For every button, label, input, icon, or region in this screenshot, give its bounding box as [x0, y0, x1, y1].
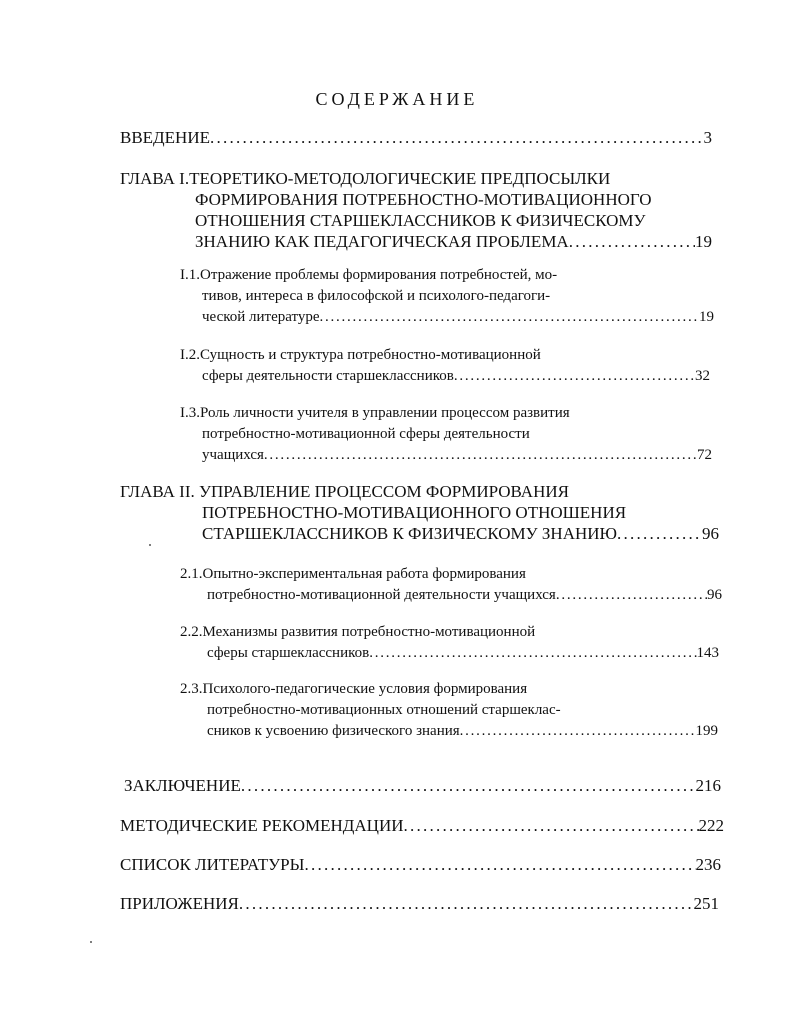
- dot-leader: [210, 127, 704, 148]
- toc-entry-chapter-1: [120, 168, 712, 252]
- toc-entry-references: [120, 854, 721, 875]
- section-title-line: сферы деятельности старшеклассников: [202, 368, 454, 384]
- section-title-line: потребностно-мотивационной деятельности учащихся: [207, 587, 556, 603]
- toc-entry-appendices: [120, 893, 719, 914]
- section-title-line: учащихся: [202, 447, 264, 463]
- toc-entry-label: ВВЕДЕНИЕ: [120, 128, 210, 147]
- toc-entry-label: ЗАКЛЮЧЕНИЕ: [124, 776, 241, 795]
- dot-leader: [369, 643, 696, 664]
- section-title-line: 2.1.Опытно-экспериментальная работа формирования: [180, 566, 526, 582]
- toc-page-number: 19: [695, 232, 712, 251]
- toc-entry-section-2-2: [180, 622, 719, 664]
- dot-leader: [320, 307, 699, 328]
- dot-leader: [454, 366, 695, 387]
- toc-page-number: 216: [695, 776, 721, 795]
- section-title-line: I.2.Сущность и структура потребностно-мотивационной: [180, 347, 541, 363]
- dot-leader: [460, 721, 696, 742]
- scan-speck: [149, 544, 151, 546]
- toc-page-number: 72: [697, 447, 712, 463]
- section-title-line: тивов, интереса в философской и психолого-педагоги-: [202, 288, 551, 304]
- dot-leader: [304, 854, 695, 875]
- toc-entry-section-1-3: [180, 403, 712, 466]
- toc-entry-recommendations: [120, 815, 724, 836]
- chapter-title-line: ЗНАНИЮ КАК ПЕДАГОГИЧЕСКАЯ ПРОБЛЕМА: [195, 232, 569, 251]
- dot-leader: [239, 893, 694, 914]
- section-title-line: I.3.Роль личности учителя в управлении процессом развития: [180, 405, 570, 421]
- section-title-line: 2.2.Механизмы развития потребностно-мотивационной: [180, 624, 536, 640]
- toc-page-number: 251: [693, 894, 719, 913]
- dot-leader: [241, 775, 696, 796]
- dot-leader: [617, 523, 702, 544]
- toc-title: СОДЕРЖАНИЕ: [315, 89, 479, 109]
- toc-entry-label: СПИСОК ЛИТЕРАТУРЫ: [120, 855, 305, 874]
- chapter-title-line: ГЛАВА II. УПРАВЛЕНИЕ ПРОЦЕССОМ ФОРМИРОВАНИЯ: [120, 482, 569, 501]
- toc-page-number: 96: [702, 524, 719, 543]
- scan-speck: [90, 941, 92, 943]
- chapter-title-line: СТАРШЕКЛАССНИКОВ К ФИЗИЧЕСКОМУ ЗНАНИЮ: [202, 524, 618, 543]
- toc-page-number: 96: [707, 587, 722, 603]
- toc-entry-conclusion: [124, 775, 721, 796]
- chapter-title-line: ОТНОШЕНИЯ СТАРШЕКЛАССНИКОВ К ФИЗИЧЕСКОМУ: [195, 211, 646, 230]
- chapter-title-line: ГЛАВА I.ТЕОРЕТИКО-МЕТОДОЛОГИЧЕСКИЕ ПРЕДПОСЫЛКИ: [120, 169, 611, 188]
- section-title-line: сников к усвоению физического знания: [207, 723, 460, 739]
- section-title-line: I.1.Отражение проблемы формирования потребностей, мо-: [180, 267, 558, 283]
- toc-page-number: 19: [699, 309, 714, 325]
- section-title-line: потребностно-мотивационной сферы деятельности: [202, 426, 530, 442]
- toc-entry-section-1-1: [180, 265, 714, 328]
- toc-entry-section-2-1: [180, 564, 722, 606]
- toc-entry-section-2-3: [180, 679, 718, 742]
- dot-leader: [404, 815, 699, 836]
- toc-page-number: 236: [695, 855, 721, 874]
- toc-page-number: 3: [703, 128, 712, 147]
- section-title-line: ческой литературе: [202, 309, 320, 325]
- toc-entry-label: ПРИЛОЖЕНИЯ: [120, 894, 239, 913]
- toc-entry-label: МЕТОДИЧЕСКИЕ РЕКОМЕНДАЦИИ: [120, 816, 404, 835]
- dot-leader: [569, 231, 695, 252]
- chapter-title-line: ФОРМИРОВАНИЯ ПОТРЕБНОСТНО-МОТИВАЦИОННОГО: [195, 190, 652, 209]
- toc-page-number: 199: [695, 723, 718, 739]
- toc-entry-intro: [120, 127, 712, 148]
- section-title-line: сферы старшеклассников: [207, 645, 370, 661]
- toc-entry-section-1-2: [180, 345, 710, 387]
- toc-page-number: 32: [695, 368, 710, 384]
- toc-page-number: 143: [696, 645, 719, 661]
- dot-leader: [264, 445, 697, 466]
- chapter-title-line: ПОТРЕБНОСТНО-МОТИВАЦИОННОГО ОТНОШЕНИЯ: [202, 503, 627, 522]
- section-title-line: потребностно-мотивационных отношений старшеклас-: [207, 702, 561, 718]
- section-title-line: 2.3.Психолого-педагогические условия формирования: [180, 681, 528, 697]
- dot-leader: [556, 585, 707, 606]
- toc-page-number: 222: [698, 816, 724, 835]
- toc-entry-chapter-2: [120, 481, 719, 544]
